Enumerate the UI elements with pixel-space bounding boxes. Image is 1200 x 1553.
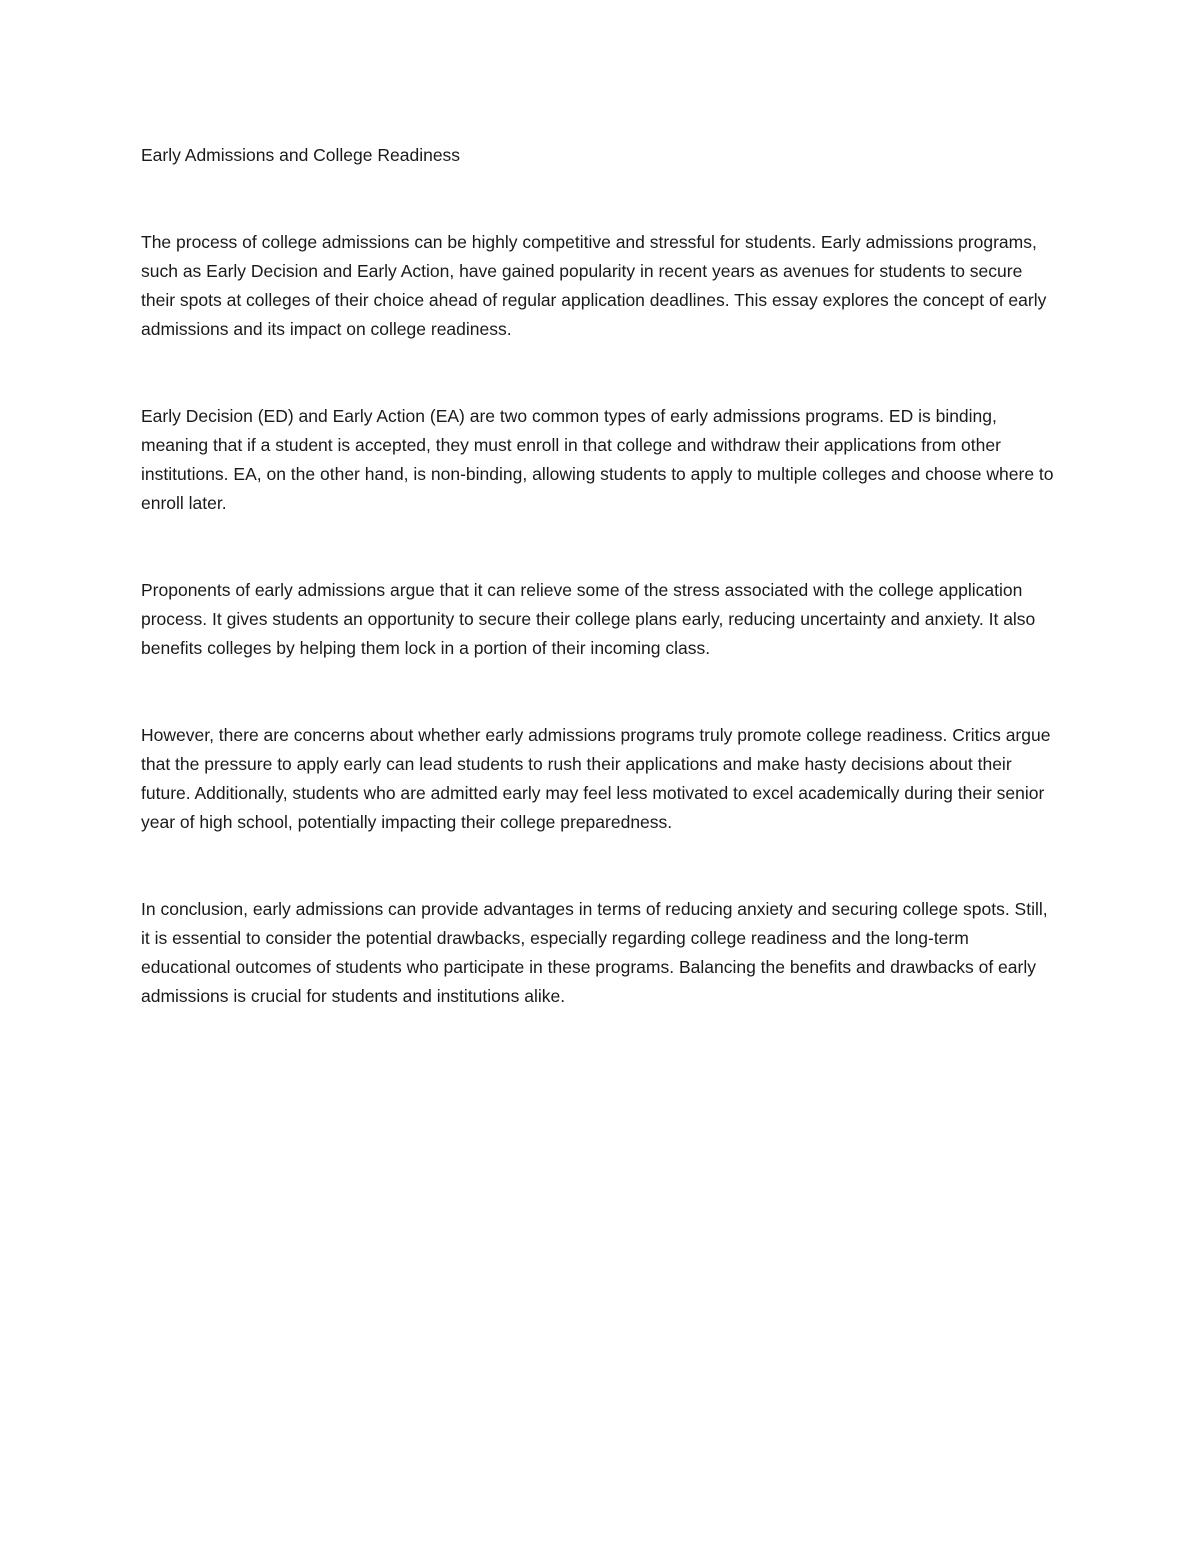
document-title: Early Admissions and College Readiness: [141, 145, 461, 165]
paragraph-concerns: However, there are concerns about whether early admissions programs truly promote college readiness. Critics argue that the pressure to apply early can lead students to rush their applications and make hasty decisions about their future. Additionally, students who are admitted early may feel less motivated to excel academically during their senior year of high school, potentially impacting their college preparedness.: [141, 725, 1051, 832]
paragraph-proponents: Proponents of early admissions argue that it can relieve some of the stress associated with the college application process. It gives students an opportunity to secure their college plans early, reducing uncertainty and anxiety. It also benefits colleges by helping them lock in a portion of their incoming class.: [141, 580, 1036, 658]
document-body: [141, 141, 1061, 1011]
paragraph-conclusion: In conclusion, early admissions can provide advantages in terms of reducing anxiety and securing college spots. Still, it is essential to consider the potential drawbacks, especially regarding college readiness and the long-term educational outcomes of students who participate in these programs. Balancing the benefits and drawbacks of early admissions is crucial for students and institutions alike.: [141, 899, 1048, 1006]
paragraph-intro: The process of college admissions can be highly competitive and stressful for students. Early admissions programs, such as Early Decision and Early Action, have gained popularity in recent years as avenues for students to secure their spots at colleges of their choice ahead of regular application deadlines. This essay explores the concept of early admissions and its impact on college readiness.: [141, 232, 1047, 339]
paragraph-ed-ea: Early Decision (ED) and Early Action (EA) are two common types of early admissions programs. ED is binding, meaning that if a student is accepted, they must enroll in that college and withdraw their applications from other institutions. EA, on the other hand, is non-binding, allowing students to apply to multiple colleges and choose where to enroll later.: [141, 406, 1054, 513]
